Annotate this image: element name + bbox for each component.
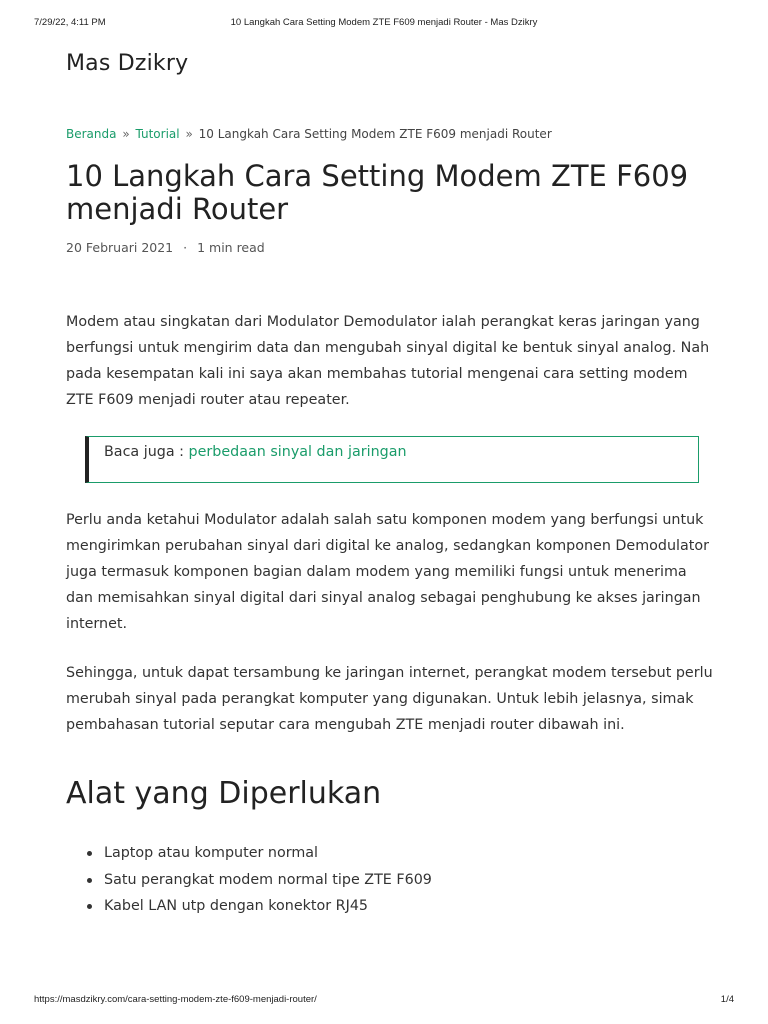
print-page-title: 10 Langkah Cara Setting Modem ZTE F609 menjadi Router - Mas Dzikry bbox=[230, 17, 538, 28]
print-header bbox=[0, 17, 768, 31]
list-item bbox=[66, 893, 432, 920]
meta-separator: · bbox=[183, 240, 188, 255]
print-page-number: 1/4 bbox=[720, 994, 734, 1005]
bullet-icon bbox=[87, 878, 92, 883]
breadcrumb bbox=[66, 127, 552, 141]
article-paragraph: Perlu anda ketahui Modulator adalah salah satu komponen modem yang berfungsi untuk mengirimkan perubahan sinyal dari digital ke analog, sedangkan komponen Demodulator juga termasuk komponen bagian dalam modem yang memiliki fungsi untuk menerima dan memisahkan sinyal digital dari sinyal analog sebagai penghubung ke akses jaringan internet. bbox=[66, 512, 710, 632]
breadcrumb-home-link[interactable]: Beranda bbox=[66, 127, 117, 141]
section-title: Alat yang Diperlukan bbox=[66, 776, 382, 811]
breadcrumb-separator: » bbox=[122, 127, 130, 141]
list-item-text: Laptop atau komputer normal bbox=[104, 845, 319, 861]
list-item bbox=[66, 840, 432, 867]
bullet-icon bbox=[87, 904, 92, 909]
list-item-text: Kabel LAN utp dengan konektor RJ45 bbox=[104, 898, 369, 914]
article-meta bbox=[66, 240, 265, 255]
print-footer bbox=[0, 994, 768, 1008]
read-time: 1 min read bbox=[197, 240, 265, 255]
breadcrumb-category-link[interactable]: Tutorial bbox=[135, 127, 180, 141]
article-date: 20 Februari 2021 bbox=[66, 240, 174, 255]
tools-list bbox=[66, 840, 432, 920]
site-title[interactable]: Mas Dzikry bbox=[66, 51, 189, 76]
list-item-text: Satu perangkat modem normal tipe ZTE F609 bbox=[104, 871, 432, 888]
callout-label: Baca juga : bbox=[104, 444, 184, 460]
breadcrumb-separator: » bbox=[185, 127, 193, 141]
print-datetime: 7/29/22, 4:11 PM bbox=[34, 17, 106, 28]
article-paragraph: Sehingga, untuk dapat tersambung ke jaringan internet, perangkat modem tersebut perlu merubah sinyal pada perangkat komputer yang digunakan. Untuk lebih jelasnya, simak pembahasan tutorial seputar cara mengubah ZTE menjadi router dibawah ini. bbox=[66, 665, 713, 733]
callout-link[interactable]: perbedaan sinyal dan jaringan bbox=[188, 444, 407, 460]
article-title: 10 Langkah Cara Setting Modem ZTE F609 menjadi Router bbox=[66, 159, 689, 226]
breadcrumb-current: 10 Langkah Cara Setting Modem ZTE F609 menjadi Router bbox=[198, 127, 552, 141]
print-url[interactable]: https://masdzikry.com/cara-setting-modem-zte-f609-menjadi-router/ bbox=[34, 994, 317, 1005]
read-also-callout bbox=[85, 436, 699, 483]
bullet-icon bbox=[87, 851, 92, 856]
list-item bbox=[66, 867, 432, 894]
article-paragraph: Modem atau singkatan dari Modulator Demodulator ialah perangkat keras jaringan yang berfungsi untuk mengirim data dan mengubah sinyal digital ke bentuk sinyal analog. Nah pada kesempatan kali ini saya akan membahas tutorial mengenai cara setting modem ZTE F609 menjadi router atau repeater. bbox=[66, 314, 710, 408]
